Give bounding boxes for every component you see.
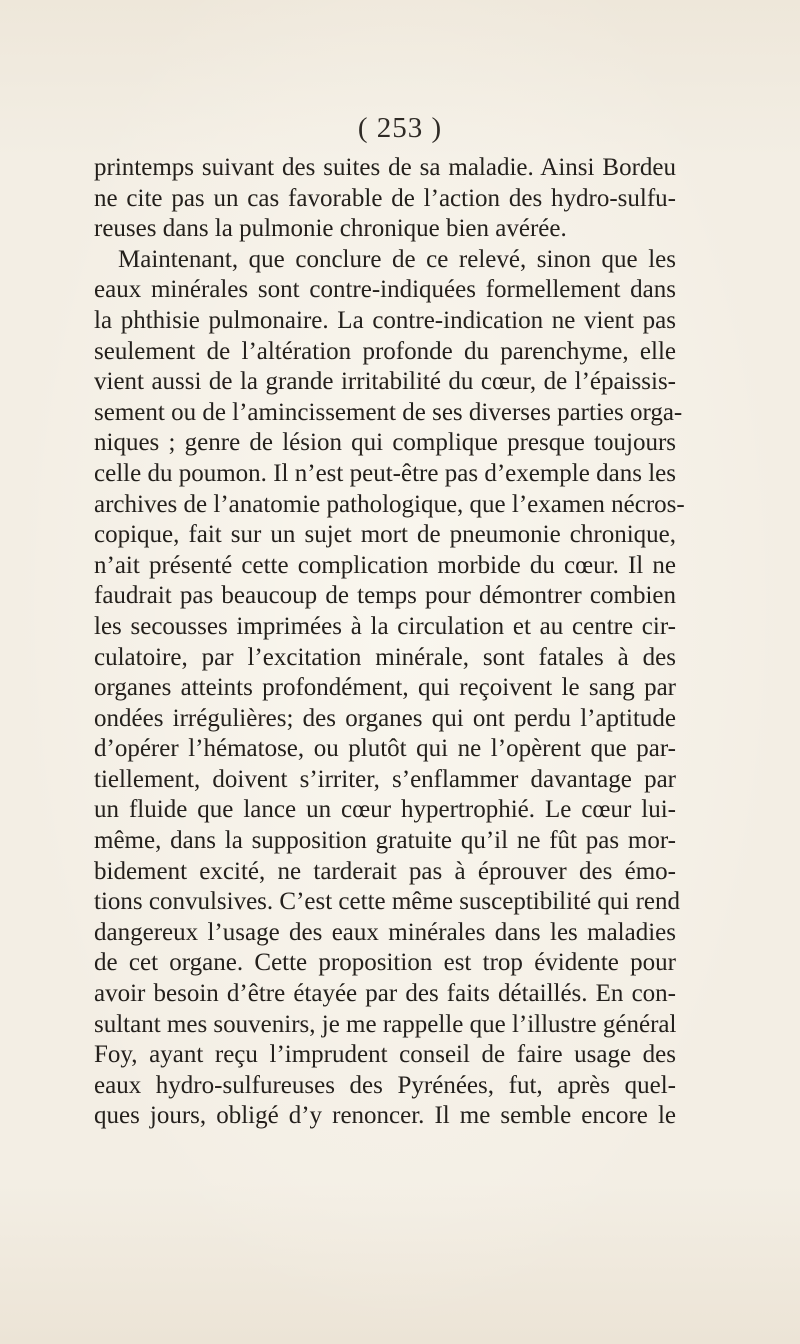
text-line xyxy=(94,1132,676,1163)
text-line: celle du poumon. Il n’est peut-être pas d’exemple dans les xyxy=(94,459,676,487)
text-line: même, dans la supposition gratuite qu’il ne fût pas mor- xyxy=(94,827,676,855)
text-line: eaux minérales sont contre-indiquées formellement dans xyxy=(94,276,676,304)
text-line: bidement excité, ne tarderait pas à éprouver des émo- xyxy=(94,857,676,885)
text-line: sultant mes souvenirs, je me rappelle que l’illustre général xyxy=(94,1010,677,1038)
text-line: n’ait présenté cette complication morbide du cœur. Il ne xyxy=(94,551,676,579)
text-line: de cet organe. Cette proposition est trop évidente pour xyxy=(94,949,676,977)
text-line: Foy, ayant reçu l’imprudent conseil de faire usage des xyxy=(94,1041,676,1069)
text-line: la phthisie pulmonaire. La contre-indication ne vient pas xyxy=(94,306,676,334)
text-line: tions convulsives. C’est cette même susceptibilité qui rend xyxy=(94,888,680,916)
text-line: ques jours, obligé d’y renoncer. Il me semble encore le xyxy=(94,1102,676,1130)
text-line xyxy=(94,1163,676,1194)
text-line: seulement de l’altération profonde du parenchyme, elle xyxy=(94,337,676,365)
text-line: d’opérer l’hématose, ou plutôt qui ne l’opèrent que par- xyxy=(94,735,676,763)
text-line: printemps suivant des suites de sa maladie. Ainsi Bordeu xyxy=(94,154,676,181)
text-line: avoir besoin d’être étayée par des faits détaillés. En con- xyxy=(94,980,676,1008)
text-line: tiellement, doivent s’irriter, s’enflammer davantage par xyxy=(94,765,676,793)
text-line: organes atteints profondément, qui reçoivent le sang par xyxy=(94,674,676,702)
text-line: les secousses imprimées à la circulation et au centre cir- xyxy=(94,612,676,640)
text-line: Maintenant, que conclure de ce relevé, sinon que les xyxy=(118,245,676,273)
text-line: vient aussi de la grande irritabilité du cœur, de l’épaissis- xyxy=(94,368,676,396)
text-line: archives de l’anatomie pathologique, que l’examen nécros- xyxy=(94,490,685,518)
text-line: eaux hydro-sulfureuses des Pyrénées, fut, après quel- xyxy=(94,1071,676,1099)
text-line: ne cite pas un cas favorable de l’action des hydro-sulfu- xyxy=(94,184,676,212)
paragraph-1 xyxy=(94,153,676,245)
text-line: reuses dans la pulmonie chronique bien avérée. xyxy=(94,215,567,243)
text-line xyxy=(94,1193,676,1224)
text-line: culatoire, par l’excitation minérale, sont fatales à des xyxy=(94,643,676,671)
text-line: un fluide que lance un cœur hypertrophié. Le cœur lui- xyxy=(94,796,676,824)
text-line: ondées irrégulières; des organes qui ont perdu l’aptitude xyxy=(94,704,676,732)
text-line: copique, fait sur un sujet mort de pneumonie chronique, xyxy=(94,521,676,549)
text-line: dangereux l’usage des eaux minérales dans les maladies xyxy=(94,918,676,946)
text-line: sement ou de l’amincissement de ses diverses parties orga- xyxy=(94,398,683,426)
text-line: faudrait pas beaucoup de temps pour démontrer combien xyxy=(94,582,676,610)
body-text xyxy=(94,153,685,1224)
page-number: ( 253 ) xyxy=(357,112,443,144)
text-line: niques ; genre de lésion qui complique presque toujours xyxy=(94,429,676,457)
paragraph-2 xyxy=(94,245,685,1224)
